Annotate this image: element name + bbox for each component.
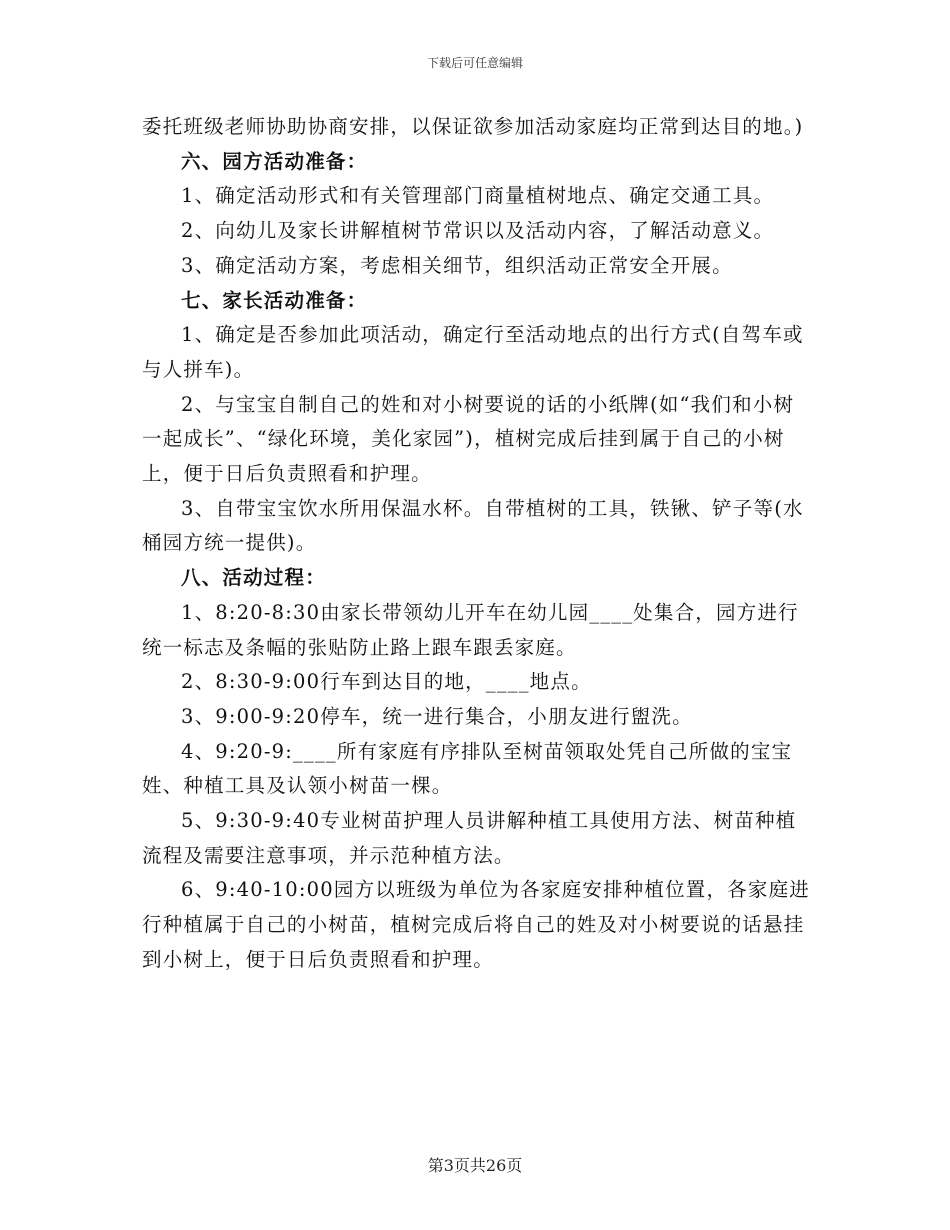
list-item: 3、9:00-9:20停车，统一进行集合，小朋友进行盥洗。 (181, 704, 693, 728)
page-header: 下载后可任意编辑 (426, 56, 523, 70)
list-item: 1、确定是否参加此项活动，确定行至活动地点的出行方式(自驾车或与人拼车)。 (142, 323, 804, 381)
page-footer: 第3页共26页 (427, 1156, 523, 1175)
list-item: 4、9:20-9:____所有家庭有序排队至树苗领取处凭自己所做的宝宝姓、种植工具及认领小树苗一棵。 (142, 739, 793, 798)
section-heading-7: 七、家长活动准备： (181, 288, 368, 312)
list-item: 3、自带宝宝饮水所用保温水杯。自带植树的工具，铁锹、铲子等(水桶园方统一提供)。 (142, 496, 804, 555)
list-item: 1、确定活动形式和有关管理部门商量植树地点、确定交通工具。 (181, 184, 775, 208)
section-heading-8: 八、活动过程： (181, 566, 326, 590)
document-body (142, 110, 812, 978)
list-item: 2、8:30-9:00行车到达目的地，____地点。 (181, 670, 592, 694)
list-item: 2、向幼儿及家长讲解植树节常识以及活动内容，了解活动意义。 (181, 219, 775, 243)
list-item: 5、9:30-9:40专业树苗护理人员讲解种植工具使用方法、树苗种植流程及需要注意事项，并示范种植方法。 (142, 809, 797, 867)
list-item: 6、9:40-10:00园方以班级为单位为各家庭安排种植位置，各家庭进行种植属于自己的小树苗，植树完成后将自己的姓及对小树要说的话悬挂到小树上，便于日后负责照看和护理。 (142, 878, 810, 971)
list-item: 2、与宝宝自制自己的姓和对小树要说的话的小纸牌(如“我们和小树一起成长”、“绿化环境，美化家园”)，植树完成后挂到属于自己的小树上，便于日后负责照看和护理。 (142, 392, 795, 486)
list-item: 3、确定活动方案，考虑相关细节，组织活动正常安全开展。 (181, 253, 733, 277)
section-heading-6: 六、园方活动准备： (181, 149, 368, 173)
paragraph-continuation: 委托班级老师协助协商安排，以保证欲参加活动家庭均正常到达目的地。) (142, 115, 804, 138)
list-item: 1、8:20-8:30由家长带领幼儿开车在幼儿园____处集合，园方进行统一标志及条幅的张贴防止路上跟车跟丢家庭。 (142, 600, 799, 659)
